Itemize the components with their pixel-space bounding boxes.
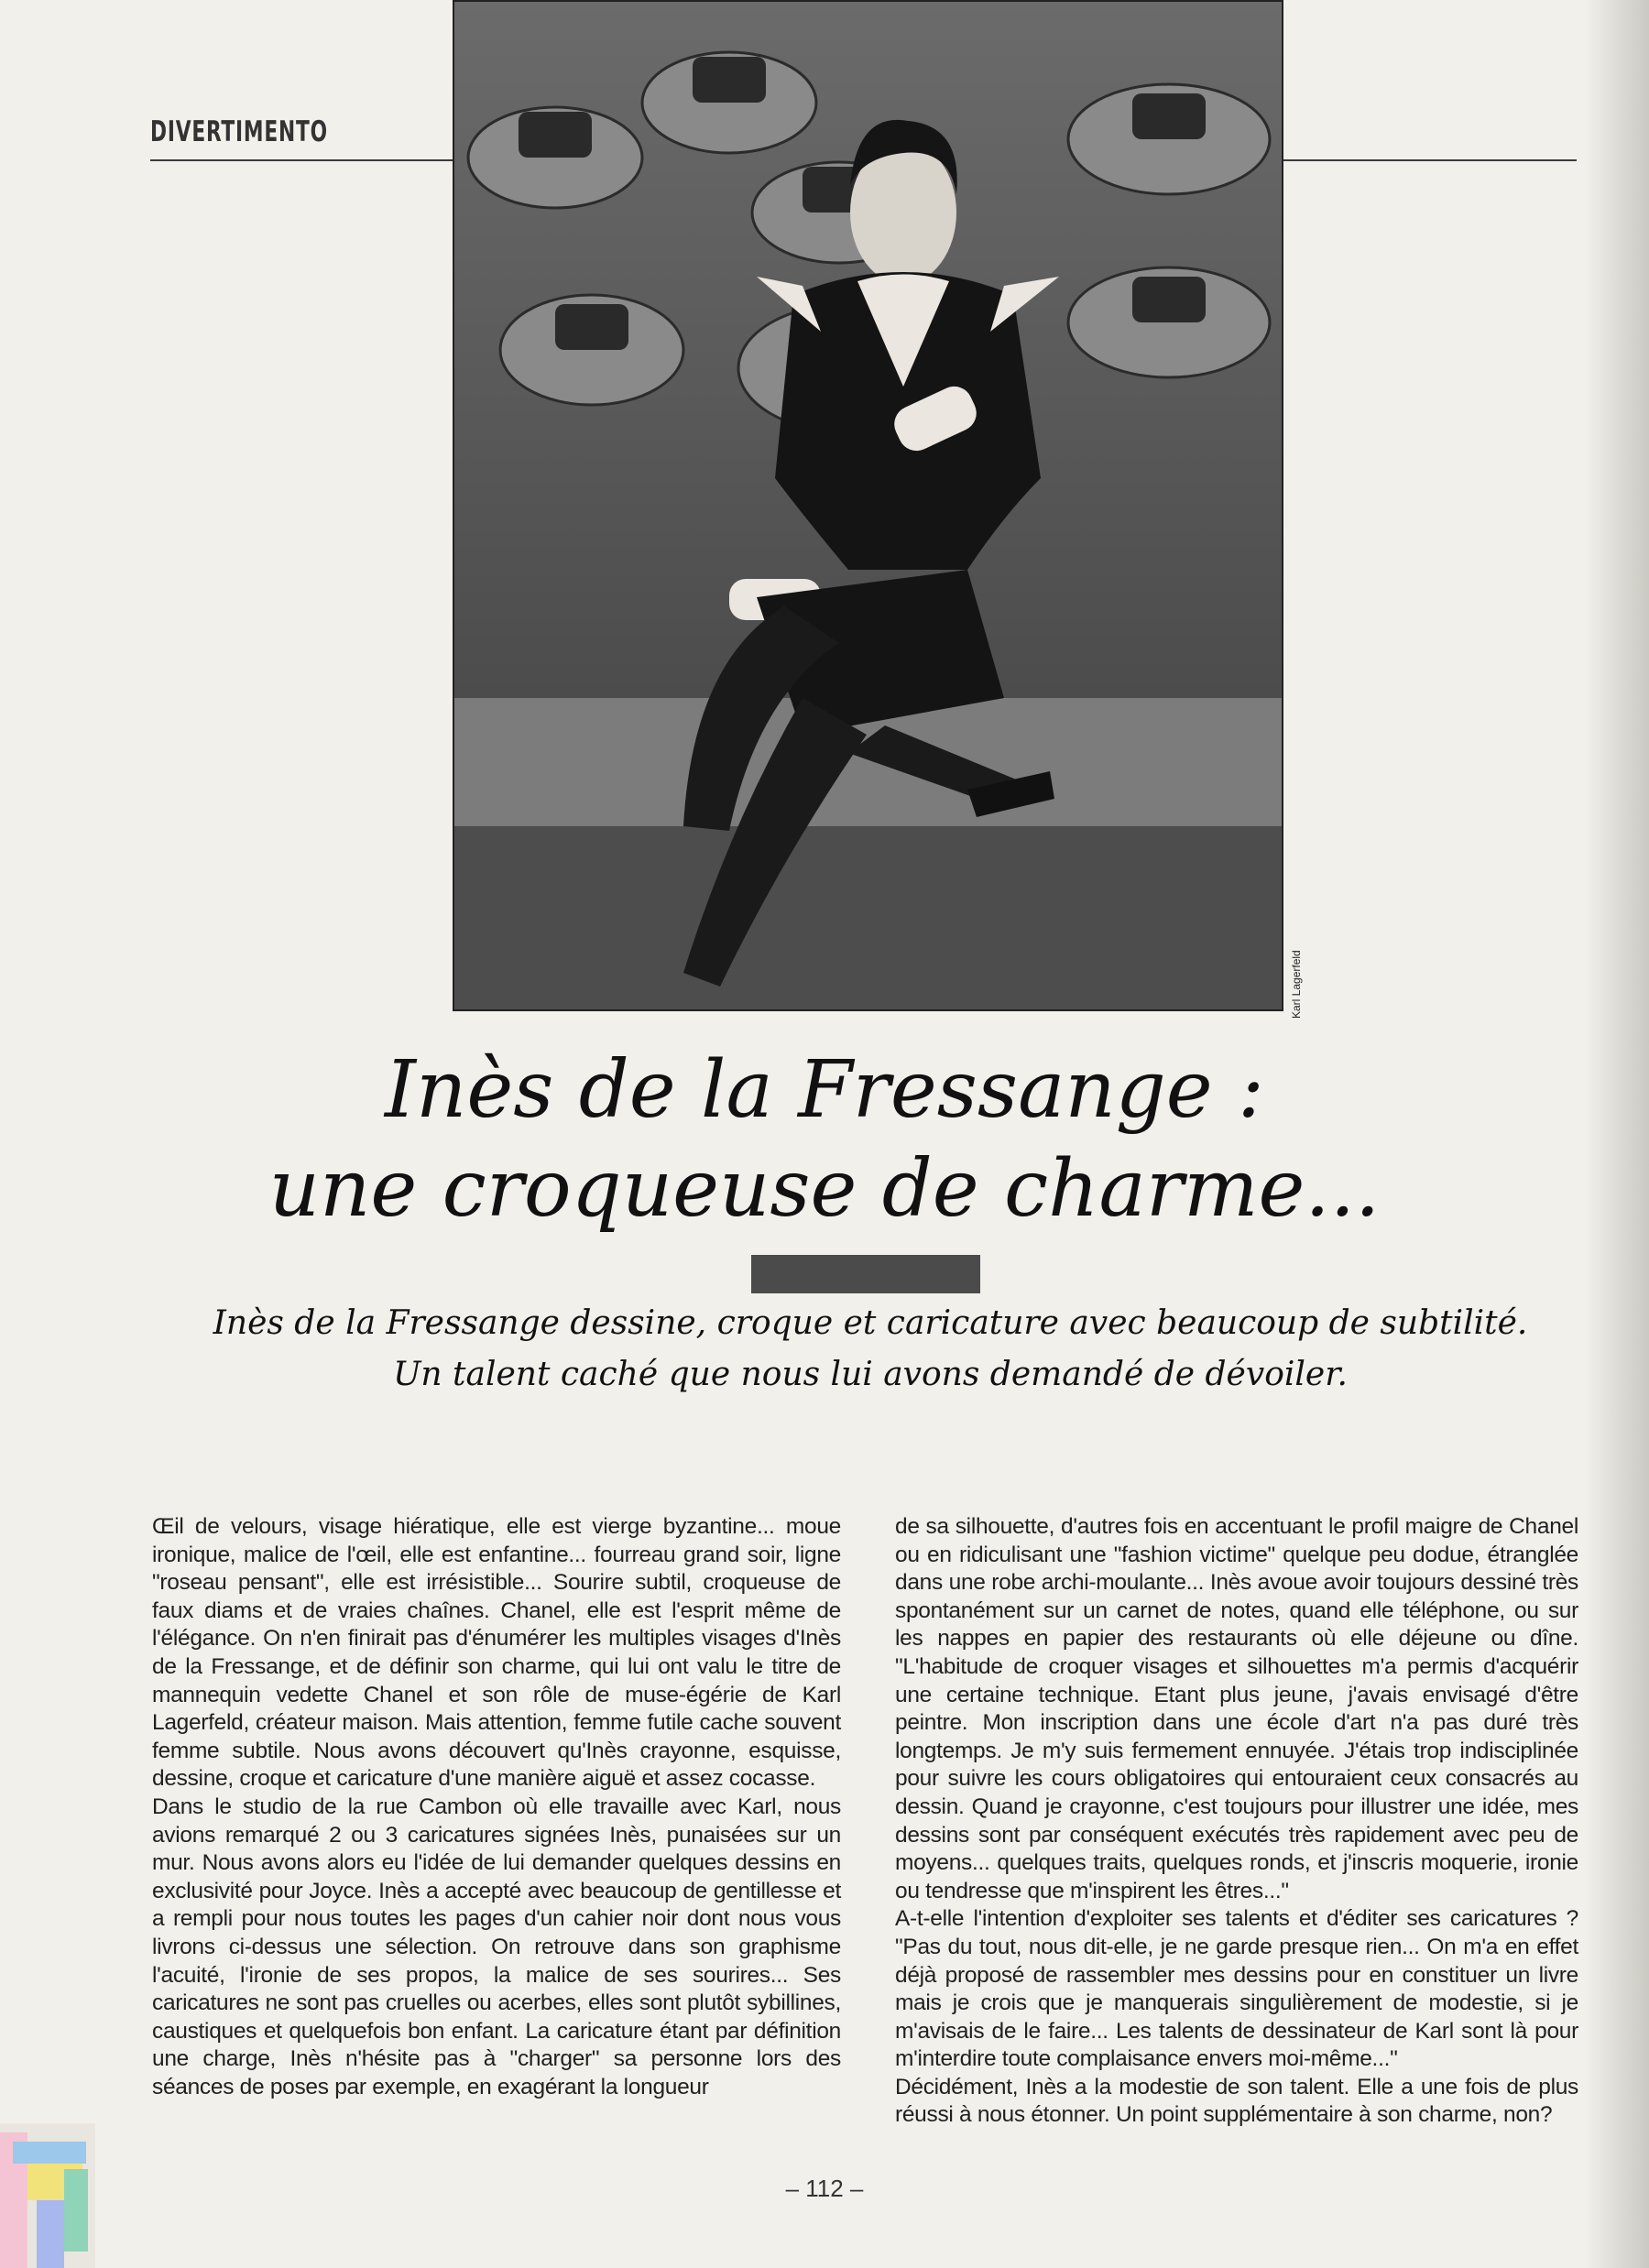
article-subtitle-line-1: Inès de la Fressange dessine, croque et caricature avec beaucoup de subtilité. [213,1304,1528,1342]
title-divider-bar [751,1255,980,1293]
page-edge-shadow [1585,0,1649,2268]
article-title-line-1: Inès de la Fressange : [385,1044,1264,1136]
header-rule-right [1283,159,1577,161]
paragraph: de sa silhouette, d'autres fois en accentuant le profil maigre de Chanel ou en ridiculisant une "fashion victime" quelque peu dodue, étranglée dans une robe archi-moulante... Inès avoue avoir toujours dessiné très spontanément sur un carnet de notes, quand elle téléphone, ou sur les nappes en papier des restaurants où elle déjeune ou dîne. "L'habitude de croquer visages et silhouettes m'a permis d'acquérir une certaine technique. Etant plus jeune, j'avais envisagé d'être peintre. Mon inscription dans une école d'art n'a pas duré très longtemps. Je m'y suis fermement ennuyée. J'étais trop indisciplinée pour suivre les cours obligatoires qui entouraient ceux consacrés au dessin. Quand je crayonne, c'est toujours pour illustrer une idée, mes dessins sont par conséquent exécutés très rapidement avec peu de moyens... quelques traits, quelques ronds, et j'inscris moquerie, ironie ou tendresse que m'inspirent les êtres..." [895,1514,1578,1903]
article-subtitle-line-2: Un talent caché que nous lui avons demandé de dévoiler. [393,1356,1348,1393]
photo-credit: Karl Lagerfeld [1290,950,1303,1019]
color-calibration-mark [0,2123,95,2268]
header-rule-left [150,159,453,161]
photo-illustration [454,2,1282,1009]
paragraph: Dans le studio de la rue Cambon où elle travaille avec Karl, nous avions remarqué 2 ou 3 caricatures signées Inès, punaisées sur un mur. Nous avons alors eu l'idée de lui demander quelques dessins en exclusivité pour Joyce. Inès a accepté avec beaucoup de gentillesse et a rempli pour nous toutes les pages d'un cahier noir dont nous vous livrons ci-dessus une sélection. On retrouve dans son graphisme l'acuité, l'ironie de ses propos, la malice de ses sourires... Ses caricatures ne sont pas cruelles ou acerbes, elles sont plutôt sybillines, caustiques et quelquefois bon enfant. La caricature étant par définition une charge, Inès n'hésite pas à "charger" sa personne lors des séances de poses par exemple, en exagérant la longueur [152,1794,841,2099]
paragraph: Œil de velours, visage hiératique, elle est vierge byzantine... moue ironique, malice de l'œil, elle est enfantine... fourreau grand soir, ligne "roseau pensant", elle est irrésistible... Sourire subtil, croqueuse de faux diams et de vraies chaînes. Chanel, elle est l'esprit même de l'élégance. On n'en finirait pas d'énumérer les multiples visages d'Inès de la Fressange, et de définir son charme, qui lui ont valu le titre de mannequin vedette Chanel et son rôle de muse-égérie de Karl Lagerfeld, créateur maison. Mais attention, femme futile cache souvent femme subtile. Nous avons découvert qu'Inès crayonne, esquisse, dessine, croque et caricature d'une manière aiguë et assez cocasse. [152,1514,841,1792]
article-column-left [152,1513,841,2101]
article-column-right [895,1513,1578,2130]
page-number: – 112 – [785,2175,864,2202]
paragraph: Décidément, Inès a la modestie de son talent. Elle a une fois de plus réussi à nous étonner. Un point supplémentaire à son charme, non? [895,2074,1578,2128]
article-title-line-2: une croqueuse de charme... [268,1143,1381,1235]
section-label: DIVERTIMENTO [150,115,328,148]
fashion-photograph [453,0,1283,1011]
paragraph: A-t-elle l'intention d'exploiter ses talents et d'éditer ses caricatures ? "Pas du tout, nous dit-elle, je ne garde presque rien... On m'a en effet déjà proposé de rassembler mes dessins pour en constituer un livre mais je crois que je manquerais singulièrement de modestie, si je m'avisais de le faire... Les talents de dessinateur de Karl sont là pour m'interdire toute complaisance envers moi-même..." [895,1906,1578,2072]
